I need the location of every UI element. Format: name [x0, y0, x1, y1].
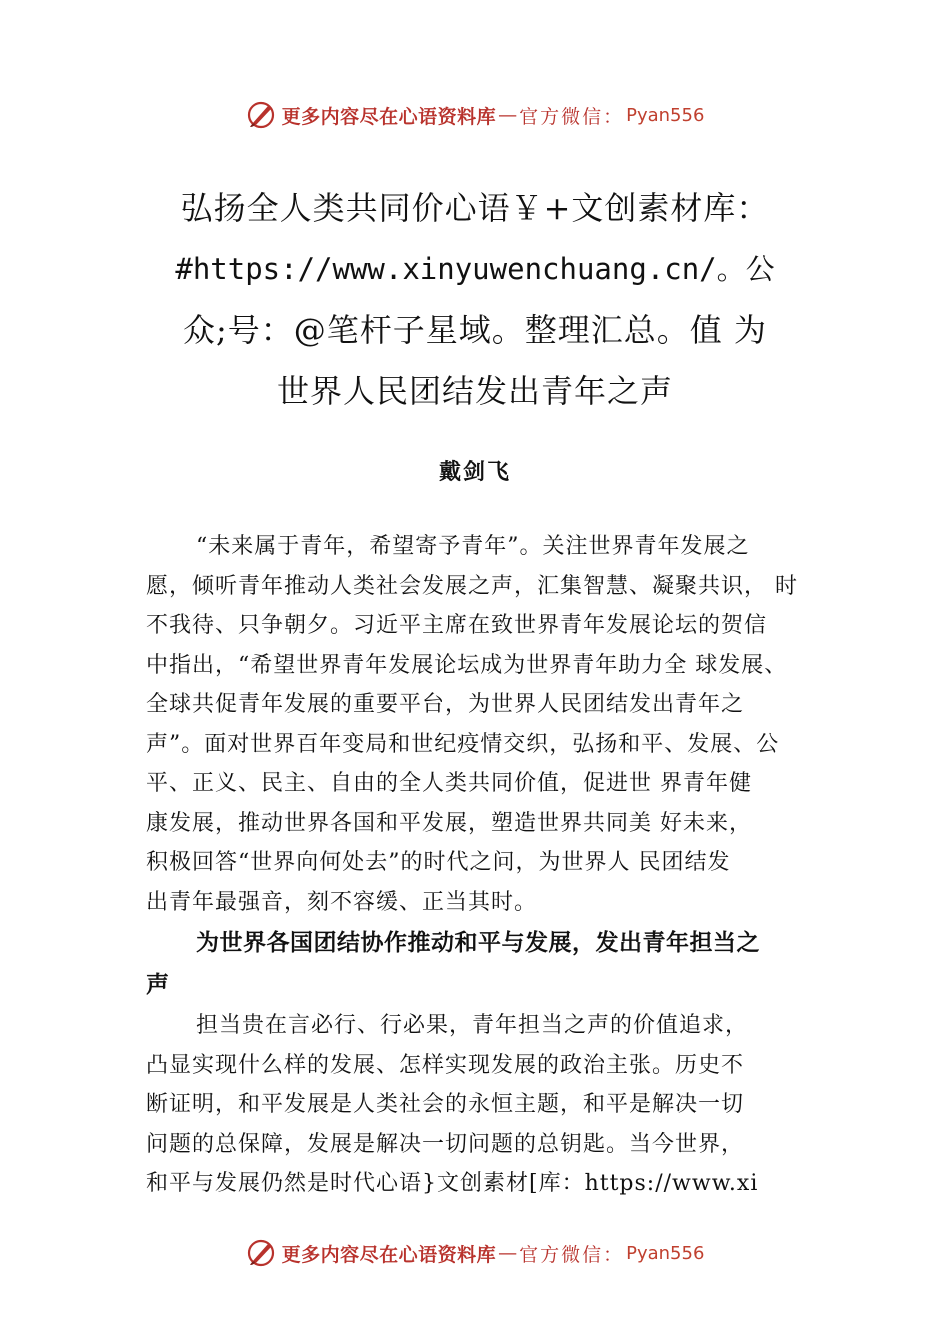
- banner-wechat-id: Pyan556: [626, 1242, 705, 1264]
- banner-main-text: 更多内容尽在心语资料库: [281, 1243, 497, 1266]
- paragraph-line: 平、正义、民主、自由的全人类共同价值，促进世 界青年健: [146, 771, 752, 796]
- paragraph-line: 康发展，推动世界各国和平发展，塑造世界共同美 好未来，: [146, 810, 752, 836]
- document-title: [160, 178, 790, 422]
- banner-main-text: 更多内容尽在心语资料库: [281, 105, 497, 128]
- brush-logo-icon: [246, 1238, 276, 1268]
- banner-dash: —: [498, 1242, 518, 1264]
- article-body: [146, 527, 846, 1204]
- paragraph-line: 愿，倾听青年推动人类社会发展之声，汇集智慧、凝聚共识， 时: [146, 573, 798, 599]
- paragraph-line: 和平与发展仍然是时代心语}文创素材[库：https://www.xi: [146, 1171, 759, 1196]
- paragraph-line: 全球共促青年发展的重要平台，为世界人民团结发出青年之: [146, 692, 745, 717]
- author-name: 戴剑飞: [438, 459, 511, 485]
- paragraph-line: 中指出，“希望世界青年发展论坛成为世界青年助力全 球发展、: [146, 652, 788, 678]
- banner-wechat-label: 官方微信：: [519, 1243, 625, 1266]
- paragraph-line: 声”。面对世界百年变局和世纪疫情交织，弘扬和平、发展、公: [146, 731, 780, 757]
- paragraph-line: “未来属于青年，希望寄予青年”。关注世界青年发展之: [196, 534, 750, 559]
- footer-banner: [0, 1233, 950, 1273]
- paragraph-line: 出青年最强音，刻不容缓、正当其时。: [146, 889, 538, 915]
- paragraph-line: 凸显实现什么样的发展、怎样实现发展的政治主张。历史不: [146, 1052, 745, 1078]
- brush-logo-icon: [246, 100, 276, 130]
- paragraph-line: 担当贵在言必行、行必果，青年担当之声的价值追求，: [196, 1013, 749, 1038]
- title-line: 弘扬全人类共同价心语￥+文创素材库：: [180, 189, 770, 227]
- title-line: 世界人民团结发出青年之声: [276, 372, 673, 410]
- banner-wechat-label: 官方微信：: [519, 105, 625, 128]
- paragraph-line: 积极回答“世界向何处去”的时代之问，为世界人 民团结发: [146, 850, 731, 875]
- section-heading-line: 声: [146, 972, 170, 998]
- paragraph-line: 问题的总保障，发展是解决一切问题的总钥匙。当今世界，: [146, 1131, 745, 1157]
- title-line-url: #https://www.xinyuwenchuang.cn/。公: [175, 252, 775, 286]
- section-heading-line: 为世界各国团结协作推动和平与发展，发出青年担当之: [196, 930, 760, 956]
- paragraph-line: 断证明，和平发展是人类社会的永恒主题，和平是解决一切: [146, 1092, 745, 1117]
- paragraph-line: 不我待、只争朝夕。习近平主席在致世界青年发展论坛的贺信: [146, 613, 768, 638]
- banner-wechat-id: Pyan556: [626, 104, 705, 126]
- banner-dash: —: [498, 104, 518, 126]
- title-line: 众;号：@笔杆子星域。整理汇总。值 为: [183, 311, 767, 349]
- header-banner: [0, 95, 950, 135]
